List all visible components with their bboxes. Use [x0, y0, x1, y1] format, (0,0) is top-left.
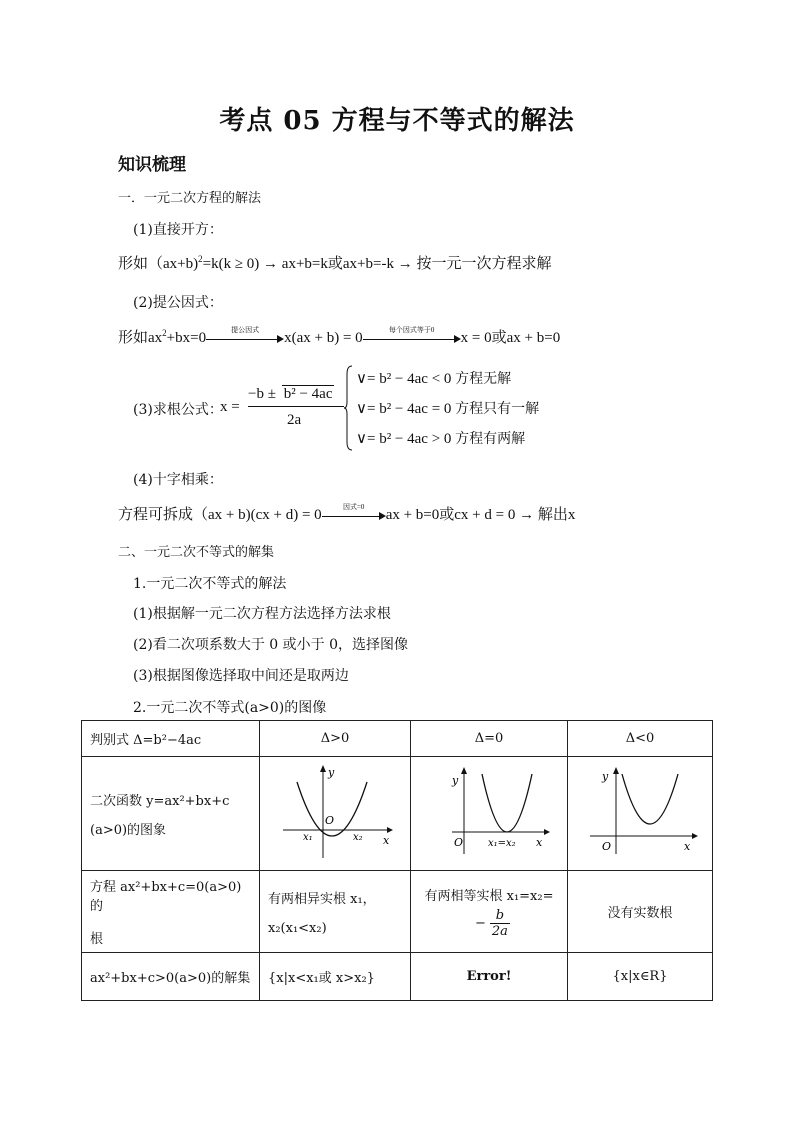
graph2-x-label: x [536, 835, 543, 849]
fraction-bar [248, 406, 344, 407]
case-negative: ∨= b² − 4ac < 0 方程无解 [356, 371, 512, 387]
parabola-no-root-chart [580, 762, 700, 862]
parabola-one-root-chart [424, 762, 554, 862]
table-row [82, 721, 713, 757]
graph2-origin-label: O [454, 835, 464, 849]
table-row [82, 953, 713, 1001]
case-positive: ∨= b² − 4ac > 0 方程有两解 [356, 431, 526, 447]
method1-label: (1)直接开方： [133, 222, 223, 238]
arrow-zero: 因式=0 [322, 507, 386, 525]
table-row [82, 871, 713, 953]
method2-label: (2)提公因式： [133, 295, 223, 311]
roots-two-equal: 有两相等实根 x₁=x₂= − $\frac{b}{2a}$ [411, 871, 568, 953]
method3-lhs: x = [220, 399, 240, 415]
solution-no-root: {x|x∈R} [568, 953, 713, 1001]
graph2-x12-label: x₁=x₂ [488, 837, 516, 849]
part2-sub1: 1.一元二次不等式的解法 [133, 576, 287, 592]
page-title: 考点 05 方程与不等式的解法 [219, 106, 575, 136]
header-delta-positive: Δ>0 [260, 721, 411, 757]
inequality-table [81, 720, 713, 1001]
header-delta-zero: Δ=0 [411, 721, 568, 757]
part2-item-1: (1)根据解一元二次方程方法选择方法求根 [133, 606, 391, 622]
part2-item-3: (3)根据图像选择取中间还是取两边 [133, 668, 349, 684]
graph2-y-label: y [452, 773, 459, 787]
parabola-two-roots-chart [275, 762, 395, 862]
graph-two-roots [260, 757, 411, 871]
roots-row-label: 方程 ax²+bx+c=0(a>0)的 根 [82, 871, 260, 953]
header-delta-negative: Δ<0 [568, 721, 713, 757]
brace-icon [344, 364, 354, 452]
method4-label: (4)十字相乘： [133, 472, 223, 488]
method1-formula: 形如（ax+b)$^2$=k(k ≥ 0) → ax+b=k或ax+b=-k → 按一元一次方程求解 [118, 254, 552, 272]
arrow-each-factor: 每个因式等于0 [363, 330, 461, 348]
method3-label: (3)求根公式： [133, 402, 223, 418]
arrow-factor: 提公因式 [206, 330, 284, 348]
graph-row-label: 二次函数 y=ax²+bx+c (a>0)的图象 [82, 757, 260, 871]
roots-two-distinct: 有两相异实根 x₁， x₂(x₁<x₂) [260, 871, 411, 953]
roots-none: 没有实数根 [568, 871, 713, 953]
solution-two-roots: {x|x<x₁或 x>x₂} [260, 953, 411, 1001]
part2-sub2: 2.一元二次不等式(a>0)的图像 [133, 700, 327, 716]
solution-one-root: Error! [411, 953, 568, 1001]
graph1-x1-label: x₁ [303, 831, 313, 843]
graph3-y-label: y [602, 769, 609, 783]
solution-row-label: ax²+bx+c>0(a>0)的解集 [82, 953, 260, 1001]
graph1-y-label: y [328, 765, 335, 779]
graph1-origin-label: O [325, 813, 335, 827]
method4-formula: 方程可拆成（ax + b)(cx + d) = 0 因式=0 ax + b=0或cx + d = 0 → 解出x [118, 502, 576, 523]
graph-no-root [568, 757, 713, 871]
graph1-x-label: x [383, 833, 390, 847]
method3-denominator: 2a [287, 412, 302, 428]
method3-numerator: −b ± b² − 4ac [248, 386, 333, 402]
graph1-x2-label: x₂ [353, 831, 363, 843]
graph3-x-label: x [684, 839, 691, 853]
method2-formula: 形如$ax^2+bx=0$ 提公因式 x(ax + b) = 0 每个因式等于0 x = 0或ax + b=0 [118, 325, 561, 346]
part1-heading: 一．一元二次方程的解法 [118, 191, 262, 206]
section-heading: 知识梳理 [118, 155, 186, 175]
table-row [82, 757, 713, 871]
graph3-origin-label: O [602, 839, 612, 853]
part2-heading: 二、一元二次不等式的解集 [118, 545, 275, 560]
graph-one-root [411, 757, 568, 871]
part2-item-2: (2)看二次项系数大于 0 或小于 0，选择图像 [133, 637, 408, 653]
case-zero: ∨= b² − 4ac = 0 方程只有一解 [356, 401, 540, 417]
header-discriminant: 判别式 Δ=b²−4ac [82, 721, 260, 757]
